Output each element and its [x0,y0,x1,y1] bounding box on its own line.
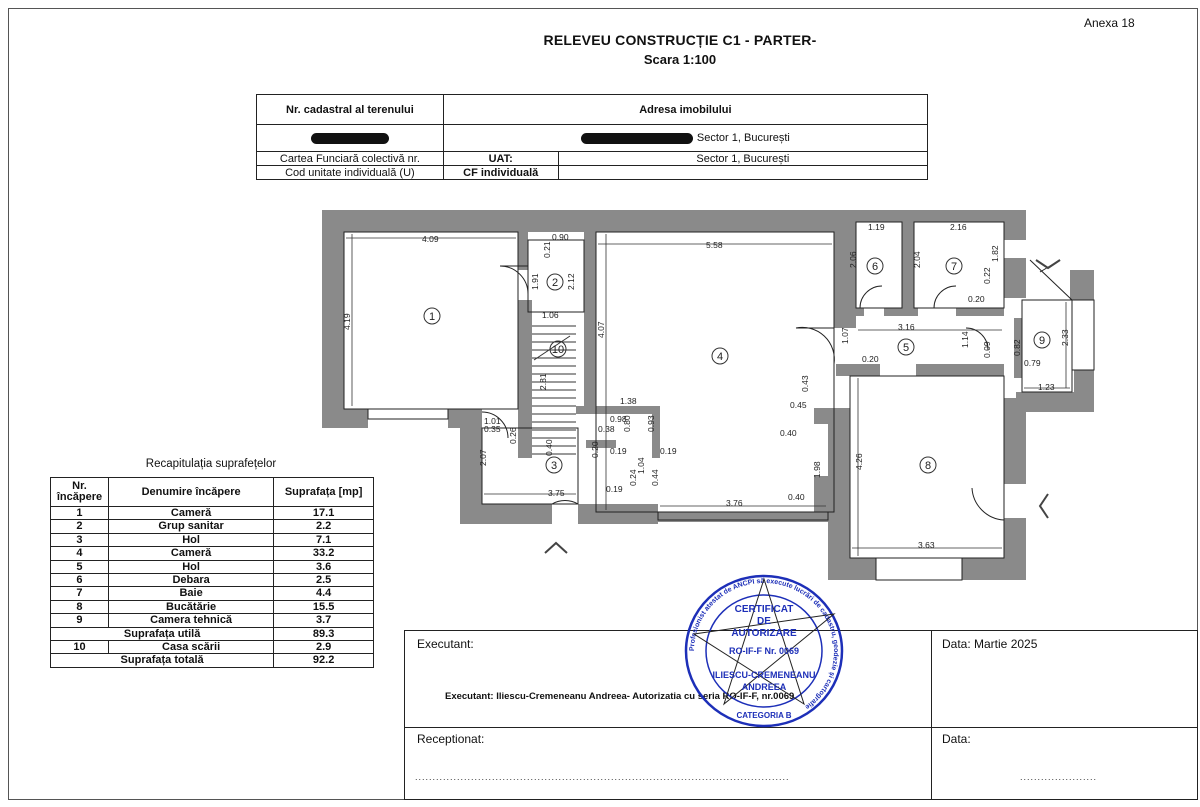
recap-area: 33.2 [274,547,374,560]
dimension-label: 1.98 [812,461,822,478]
recap-name: Hol [108,533,273,546]
room-number-label: 9 [1038,335,1046,347]
dimension-label: 2.81 [538,373,548,390]
room-number-label: 8 [924,460,932,472]
recap-title: Recapitulația suprafețelor [145,458,277,470]
dimension-label: 0.79 [1024,358,1041,368]
dimension-labels [342,222,1070,550]
dimension-label: 0.45 [790,400,807,410]
room-number-label: 10 [551,344,565,356]
recap-col-area: Suprafața [mp] [274,478,374,507]
recap-area: 3.7 [274,614,374,627]
recap-name: Cameră [108,547,273,560]
dimension-label: 5.58 [706,240,723,250]
receptionat-dots: ........................................................................................................... [415,772,790,782]
recap-row [51,560,374,573]
dimension-label: 0.22 [982,267,992,284]
dimension-label: 4.09 [422,234,439,244]
recap-row [51,600,374,613]
receptionat-date-label: Data: [942,732,971,746]
total-area-label: Suprafața totală [51,654,274,667]
dimension-label: 0.09 [982,341,992,358]
useful-area-row [51,627,374,640]
dimension-label: 0.26 [508,427,518,444]
dimension-label: 0.82 [1012,339,1022,356]
dimension-label: 1.04 [636,457,646,474]
recap-area: 17.1 [274,507,374,520]
recap-area: 15.5 [274,600,374,613]
dimension-label: 2.33 [1060,329,1070,346]
executant-label: Executant: [417,637,474,651]
dimension-label: 1.23 [1038,382,1055,392]
recap-area: 2.5 [274,574,374,587]
receptionat-date-dots: ...................... [1020,772,1098,782]
dimension-label: 0.20 [590,441,600,458]
dimension-label: 0.21 [542,241,552,258]
dimension-label: 1.01 [484,416,501,426]
dimension-lines [346,234,1070,556]
room-number-label: 5 [902,342,910,354]
stamp-line-2: DE [757,616,771,627]
useful-area-value: 89.3 [274,627,374,640]
recap-row [51,507,374,520]
receptionat-label: Receptionat: [417,732,485,746]
recap-nr: 3 [51,533,109,546]
dimension-label: 0.98 [610,414,627,424]
room-number-label: 2 [551,277,559,289]
dimension-label: 4.19 [342,313,352,330]
dimension-label: 0.20 [968,294,985,304]
annex-label: Anexa 18 [1084,16,1135,30]
date-label: Data: Martie 2025 [942,637,1038,651]
recap-area: 7.1 [274,533,374,546]
dimension-label: 1.07 [840,327,850,344]
dimension-label: 1.82 [990,245,1000,262]
recap-nr: 5 [51,560,109,573]
total-area-row [51,654,374,667]
dimension-label: 0.19 [660,446,677,456]
executant-cell [404,630,932,728]
stair-area: 2.9 [274,641,374,654]
dimension-label: 0.40 [544,439,554,456]
uat-value: Sector 1, București [558,152,927,166]
dimension-label: 0.93 [646,415,656,432]
recap-nr: 1 [51,507,109,520]
receptionat-cell [404,727,932,800]
dimension-label: 4.07 [596,321,606,338]
dimension-label: 1.14 [960,331,970,348]
dimension-label: 2.07 [478,449,488,466]
stamp-line-4: RO-IF-F Nr. 0069 [728,646,800,656]
cf-individuala-label: CF individuală [443,166,558,180]
dimension-label: 2.12 [566,273,576,290]
recap-name: Hol [108,560,273,573]
dimension-label: 3.16 [898,322,915,332]
recap-area: 2.2 [274,520,374,533]
dimension-label: 0.19 [606,484,623,494]
recap-row [51,587,374,600]
dimension-label: 0.44 [650,469,660,486]
uat-label: UAT: [443,152,558,166]
recap-col-name: Denumire încăpere [108,478,273,507]
dimension-label: 0.40 [788,492,805,502]
dimension-label: 4.26 [854,453,864,470]
dimension-label: 0.20 [862,354,879,364]
dimension-label: 0.43 [800,375,810,392]
dimension-label: 1.91 [530,273,540,290]
recap-name: Bucătărie [108,600,273,613]
dimension-label: 0.24 [628,469,638,486]
recap-row [51,533,374,546]
dimension-label: 0.90 [552,232,569,242]
stamp-line-3: AUTORIZARE [731,628,797,639]
useful-area-label: Suprafața utilă [51,627,274,640]
recap-row [51,520,374,533]
cadastral-number-header: Nr. cadastral al terenului [257,95,444,125]
recap-name: Camera tehnică [108,614,273,627]
room-number-label: 7 [950,261,958,273]
stamp-line-5: ILIESCU-CREMENEANU [712,670,816,680]
room-number-label: 3 [550,460,558,472]
authorization-stamp [684,574,844,728]
exterior-walls [322,210,1094,580]
cod-unitate-label: Cod unitate individuală (U) [257,166,444,180]
stair-nr: 10 [51,641,109,654]
recap-nr: 8 [51,600,109,613]
recap-name: Baie [108,587,273,600]
dimension-label: 2.06 [848,251,858,268]
date-cell [931,630,1198,728]
recap-row [51,614,374,627]
dimension-label: 1.38 [620,396,637,406]
room-number-label: 6 [871,261,879,273]
recap-body [51,507,374,628]
recap-row [51,574,374,587]
room-number-label: 4 [716,351,724,363]
address-header: Adresa imobilului [443,95,927,125]
recap-area: 4.4 [274,587,374,600]
recap-table [50,477,374,668]
stamp-ring-text: Profesionist atestat de ANCPI să execute lucrări de cadastru, geodezie și cartografie [688,577,840,711]
stamp-line-1: CERTIFICAT [734,604,794,615]
stamp-line-6: ANDREEA [741,682,787,692]
recap-name: Grup sanitar [108,520,273,533]
recap-name: Debara [108,574,273,587]
recap-row [51,547,374,560]
recap-col-nr: Nr. încăpere [51,478,109,507]
carte-funciara-label: Cartea Funciară colectivă nr. [257,152,444,166]
total-area-value: 92.2 [274,654,374,667]
dimension-label: 2.16 [950,222,967,232]
dimension-label: 0.19 [610,446,627,456]
dimension-label: 0.38 [598,424,615,434]
dimension-label: 0.35 [484,424,501,434]
dimension-label: 3.63 [918,540,935,550]
executant-text: Executant: Iliescu-Cremeneanu Andreea- Autorizatia cu seria RO-IF-F, nr.0069 [445,691,795,702]
recap-nr: 9 [51,614,109,627]
dimension-label: 0.40 [780,428,797,438]
scale-label: Scara 1:100 [643,52,717,67]
receptionat-date-cell [931,727,1198,800]
dimension-label: 2.04 [912,251,922,268]
recap-nr: 2 [51,520,109,533]
address-value: Sector 1, București [696,132,790,144]
recap-nr: 4 [51,547,109,560]
recap-name: Cameră [108,507,273,520]
recap-nr: 7 [51,587,109,600]
dimension-label: 3.75 [548,488,565,498]
page-title: RELEVEU CONSTRUCȚIE C1 - PARTER- [543,32,817,48]
room-number-label: 1 [428,311,436,323]
dimension-label: 0.80 [622,415,632,432]
recap-nr: 6 [51,574,109,587]
dimension-label: 1.06 [542,310,559,320]
recap-area: 3.6 [274,560,374,573]
dimension-label: 1.19 [868,222,885,232]
stair-name: Casa scării [108,641,273,654]
dimension-label: 3.76 [726,498,743,508]
stair-row [51,641,374,654]
stamp-line-7: CATEGORIA B [736,711,792,720]
